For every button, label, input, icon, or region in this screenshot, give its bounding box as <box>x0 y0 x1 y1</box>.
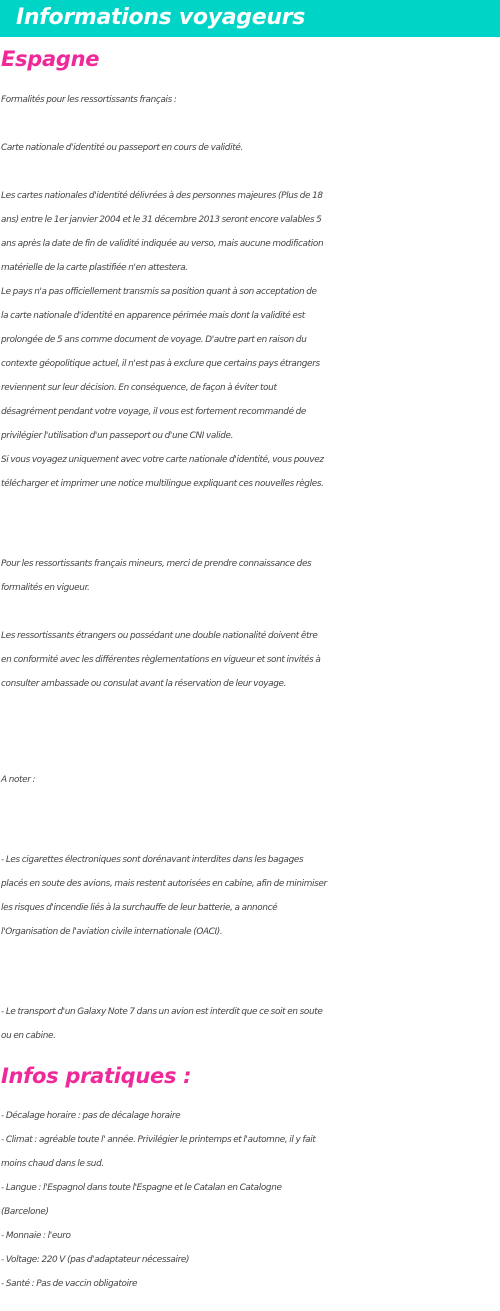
ecigarette-note <box>1 848 500 944</box>
foreigners-paragraph <box>1 624 500 696</box>
page-title: Informations voyageurs <box>16 5 306 30</box>
list-item: - Santé : Pas de vaccin obligatoire <box>1 1279 138 1289</box>
formalities-intro: Formalités pour les ressortissants français : <box>1 95 177 105</box>
practical-info-list <box>1 1104 500 1296</box>
country-heading: Espagne <box>1 47 100 71</box>
minors-paragraph <box>1 552 500 600</box>
text-line: privilégier l'utilisation d'un passeport ou d'une CNI valide. <box>1 431 234 441</box>
practical-info-heading: Infos pratiques : <box>1 1064 192 1088</box>
text-line: en conformité avec les différentes règlementations en vigueur et sont invités à <box>1 655 321 665</box>
text-line: télécharger et imprimer une notice multilingue expliquant ces nouvelles règles. <box>1 479 324 489</box>
list-item: - Voltage: 220 V (pas d'adaptateur nécessaire) <box>1 1255 190 1265</box>
text-line: les risques d'incendie liés à la surchauffe de leur batterie, a annoncé <box>1 903 278 913</box>
list-item: - Décalage horaire : pas de décalage horaire <box>1 1111 181 1121</box>
text-line: Le pays n'a pas officiellement transmis sa position quant à son acceptation de <box>1 287 317 297</box>
text-line: Les cartes nationales d'identité délivrées à des personnes majeures (Plus de 18 <box>1 191 323 201</box>
text-line: Pour les ressortissants français mineurs, merci de prendre connaissance des <box>1 559 312 569</box>
text-line: formalités en vigueur. <box>1 583 90 593</box>
text-line: contexte géopolitique actuel, il n'est pas à exclure que certains pays étrangers <box>1 359 320 369</box>
list-item: - Langue : l'Espagnol dans toute l'Espagne et le Catalan en Catalogne <box>1 1183 282 1193</box>
text-line: ans après la date de fin de validité indiquée au verso, mais aucune modification <box>1 239 324 249</box>
text-line: reviennent sur leur décision. En conséquence, de façon à éviter tout <box>1 383 277 393</box>
text-line: matérielle de la carte plastifiée n'en attestera. <box>1 263 188 273</box>
galaxy-note-warning <box>1 1000 500 1048</box>
text-line: Les ressortissants étrangers ou possédant une double nationalité doivent être <box>1 631 318 641</box>
header-bar <box>0 0 500 37</box>
text-line: ou en cabine. <box>1 1031 56 1041</box>
text-line: la carte nationale d'identité en apparence périmée mais dont la validité est <box>1 311 305 321</box>
documents-required: Carte nationale d'identité ou passeport en cours de validité. <box>1 143 243 153</box>
text-line: l'Organisation de l'aviation civile internationale (OACI). <box>1 927 223 937</box>
cni-validity-paragraph <box>1 184 500 496</box>
note-label: A noter : <box>1 775 36 785</box>
text-line: placés en soute des avions, mais restent autorisées en cabine, afin de minimiser <box>1 879 327 889</box>
list-item: - Monnaie : l'euro <box>1 1231 71 1241</box>
text-line: consulter ambassade ou consulat avant la réservation de leur voyage. <box>1 679 287 689</box>
text-line: - Le transport d'un Galaxy Note 7 dans un avion est interdit que ce soit en soute <box>1 1007 323 1017</box>
list-item: moins chaud dans le sud. <box>1 1159 104 1169</box>
list-item: - Climat : agréable toute l' année. Privilégier le printemps et l'automne, il y fait <box>1 1135 316 1145</box>
text-line: - Les cigarettes électroniques sont dorénavant interdites dans les bagages <box>1 855 304 865</box>
text-line: ans) entre le 1er janvier 2004 et le 31 décembre 2013 seront encore valables 5 <box>1 215 322 225</box>
text-line: Si vous voyagez uniquement avec votre carte nationale d'identité, vous pouvez <box>1 455 324 465</box>
list-item: (Barcelone) <box>1 1207 49 1217</box>
text-line: désagrément pendant votre voyage, il vous est fortement recommandé de <box>1 407 307 417</box>
text-line: prolongée de 5 ans comme document de voyage. D'autre part en raison du <box>1 335 307 345</box>
